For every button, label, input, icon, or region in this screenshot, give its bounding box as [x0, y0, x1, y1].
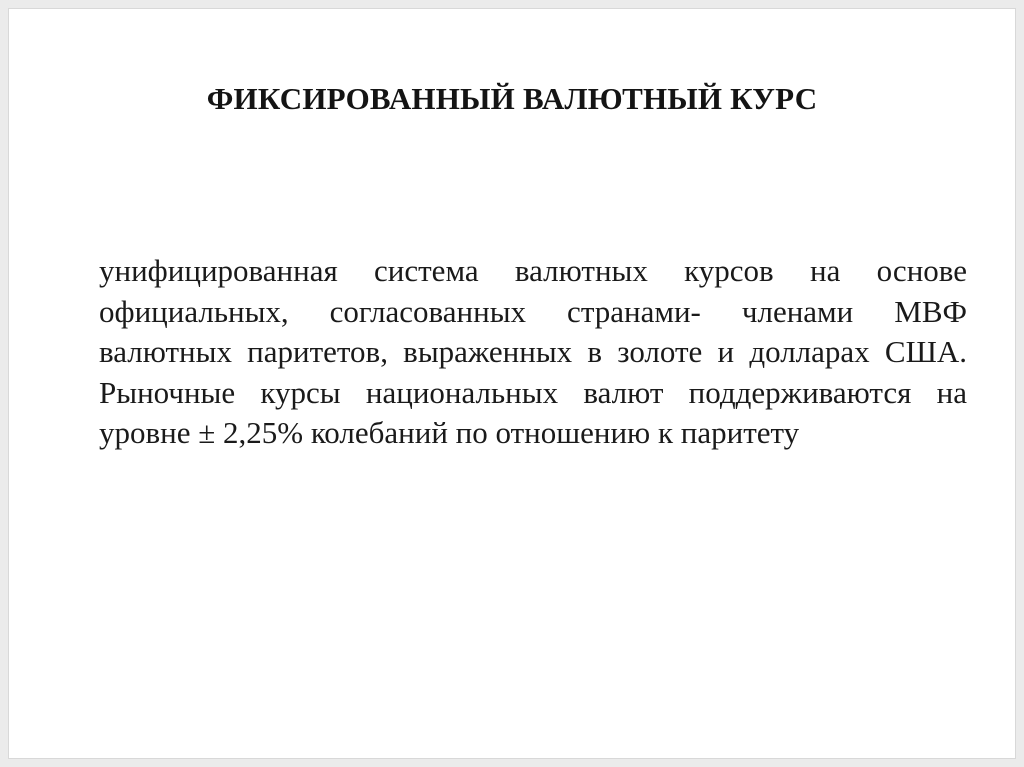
slide [8, 8, 1016, 759]
slide-title: ФИКСИРОВАННЫЙ ВАЛЮТНЫЙ КУРС [206, 81, 818, 116]
slide-body-text: унифицированная система валютных курсов на основе официальных, согласованных странами- членами МВФ валютных паритетов, выраженных в золоте и долларах США. Рыночные курсы национальных валют поддерживаются на уровне ± 2,25% колебаний по отношению к паритету [99, 253, 967, 451]
